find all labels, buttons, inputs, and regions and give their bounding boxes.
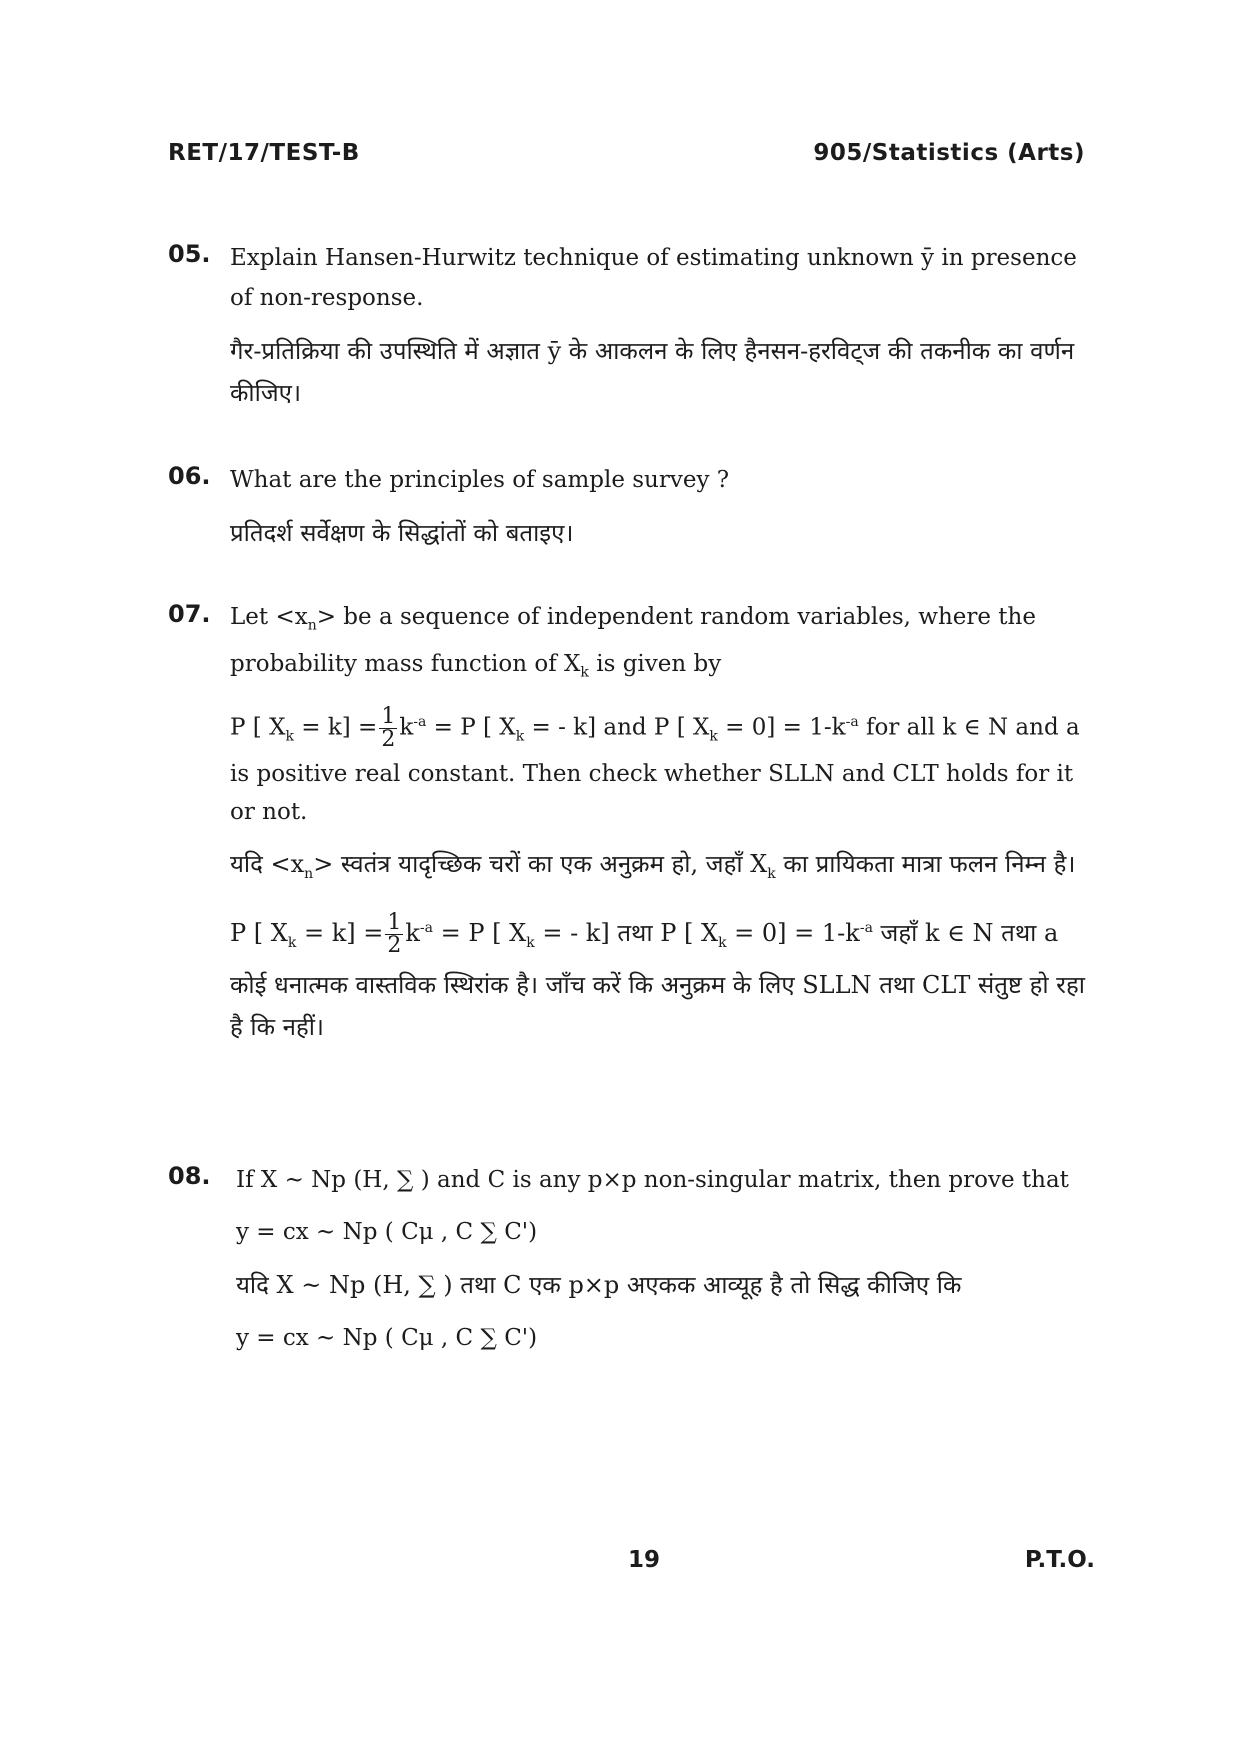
formula-part: जहाँ k ∈ N तथा a कोई धनात्मक वास्तविक स्थिरांक है। जाँच करें कि अनुक्रम के लिए SLLN तथा CLT संतुष्ट हो रहा है कि नहीं। xyxy=(230,919,1085,1042)
fraction-one-half xyxy=(385,912,403,957)
question-08 xyxy=(168,1160,1098,1358)
text-run: is given by xyxy=(588,650,722,677)
question-06 xyxy=(168,460,1098,554)
fraction-one-half xyxy=(379,706,397,751)
question-text-hindi xyxy=(230,843,1098,895)
text-run: Let <x xyxy=(230,604,308,630)
superscript: -a xyxy=(859,920,873,937)
question-number: 08. xyxy=(168,1162,211,1190)
question-text-hindi: गैर-प्रतिक्रिया की उपस्थिति में अज्ञात ȳ के आकलन के लिए हैनसन-हरविट्ज की तकनीक का वर्णन कीजिए। xyxy=(230,337,1075,407)
fraction-numerator: 1 xyxy=(381,704,396,730)
formula-part: = 0] = 1-k xyxy=(726,919,860,948)
equation-hindi: y = cx ~ Np ( Cμ , C ∑ C') xyxy=(236,1325,538,1351)
question-07 xyxy=(168,598,1098,1048)
question-text-hindi: यदि X ~ Np (H, ∑ ) तथा C एक p×p अएकक आव्यूह है तो सिद्ध कीजिए कि xyxy=(236,1271,962,1299)
subscript: k xyxy=(287,935,297,952)
text-run: का प्रायिकता मात्रा फलन निम्न है। xyxy=(775,850,1076,879)
question-text-english xyxy=(230,598,1098,691)
formula-part: k xyxy=(399,714,414,741)
question-text-hindi: प्रतिदर्श सर्वेक्षण के सिद्धांतों को बताइए। xyxy=(230,519,574,547)
formula-part: = k] = xyxy=(293,714,378,741)
subscript: k xyxy=(526,935,535,952)
subscript: k xyxy=(515,728,525,745)
question-number: 06. xyxy=(168,462,211,490)
question-text-english: If X ~ Np (H, ∑ ) and C is any p×p non-singular matrix, then prove that xyxy=(236,1167,1069,1193)
subscript: k xyxy=(767,866,776,883)
question-number: 07. xyxy=(168,600,211,628)
paper-code: RET/17/TEST-B xyxy=(168,140,360,166)
subscript: k xyxy=(580,664,589,681)
please-turn-over: P.T.O. xyxy=(1024,1547,1095,1573)
question-text-english: Explain Hansen-Hurwitz technique of estimating unknown ȳ in presence of non-response. xyxy=(230,245,1077,311)
superscript: -a xyxy=(419,920,433,937)
formula-part: = k] = xyxy=(296,919,384,948)
formula-part: for all k ∈ N and a is positive real constant. Then check whether SLLN and CLT holds for it or not. xyxy=(230,714,1080,826)
superscript: -a xyxy=(845,714,859,731)
subscript: n xyxy=(307,617,317,634)
subscript: k xyxy=(285,728,294,745)
formula-part: = P [ X xyxy=(426,714,516,741)
formula-part: k xyxy=(405,919,420,948)
text-run: > स्वतंत्र यादृच्छिक चरों का एक अनुक्रम हो, जहाँ X xyxy=(313,850,768,879)
formula-part: = - k] तथा P [ X xyxy=(534,919,719,948)
question-05 xyxy=(168,238,1098,414)
text-run: यदि <x xyxy=(230,850,305,879)
pmf-formula-hindi xyxy=(230,907,1098,1048)
fraction-denominator: 2 xyxy=(387,933,402,959)
subscript: k xyxy=(718,935,727,952)
text-run: > be a sequence of independent random variables, where the probability mass function of X xyxy=(230,604,1036,677)
paper-subject: 905/Statistics (Arts) xyxy=(813,140,1085,166)
formula-part: = P [ X xyxy=(432,919,527,948)
question-number: 05. xyxy=(168,240,211,268)
formula-part: P [ X xyxy=(230,714,286,741)
fraction-denominator: 2 xyxy=(381,727,396,753)
formula-part: = - k] and P [ X xyxy=(524,714,710,741)
page-number: 19 xyxy=(628,1547,661,1573)
formula-part: P [ X xyxy=(230,919,288,948)
fraction-numerator: 1 xyxy=(387,910,402,936)
equation-english: y = cx ~ Np ( Cμ , C ∑ C') xyxy=(236,1219,538,1245)
pmf-formula-english xyxy=(230,703,1098,831)
subscript: n xyxy=(304,866,314,883)
subscript: k xyxy=(709,728,718,745)
question-text-english: What are the principles of sample survey ? xyxy=(230,467,730,493)
superscript: -a xyxy=(413,714,427,731)
formula-part: = 0] = 1-k xyxy=(717,714,846,741)
